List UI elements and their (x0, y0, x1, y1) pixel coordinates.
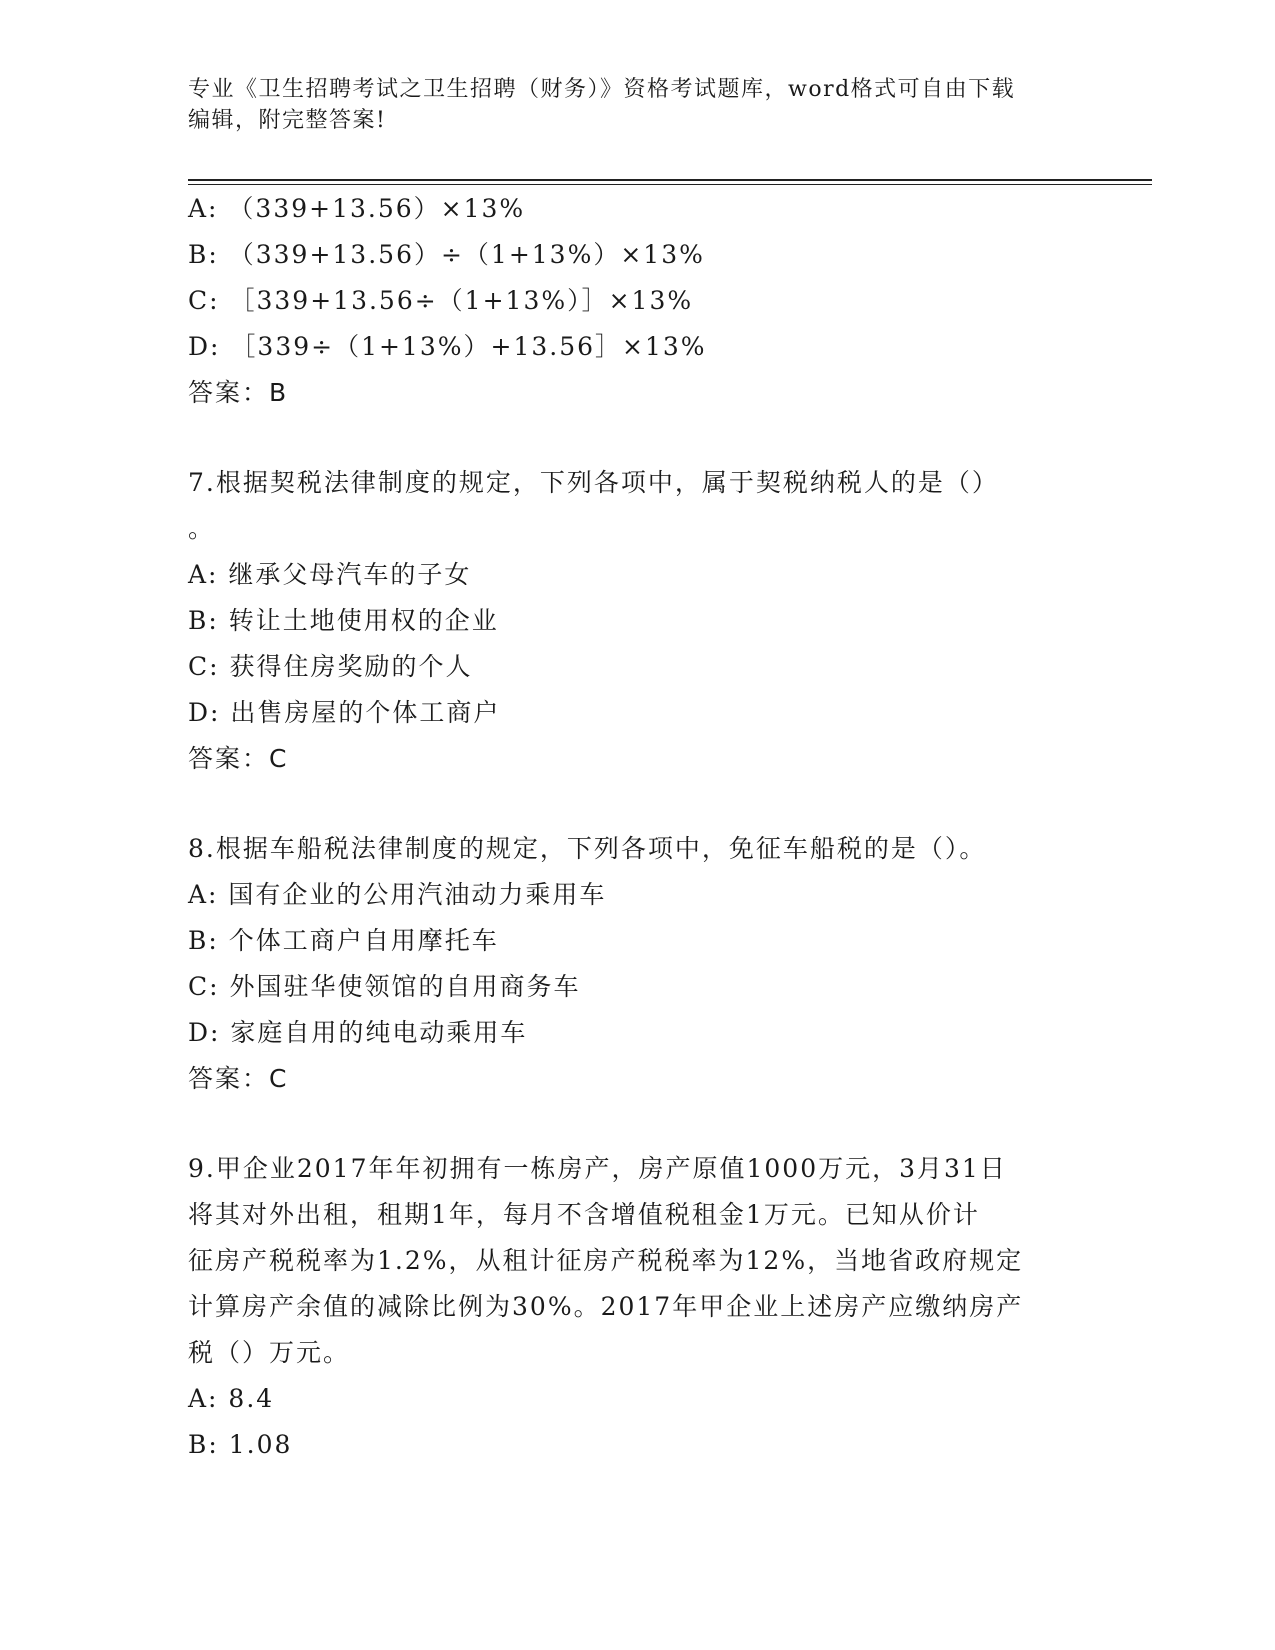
header-line-1: 专业《卫生招聘考试之卫生招聘（财务）》资格考试题库，word格式可自由下载 (188, 77, 1016, 102)
question-stem: 计算房产余值的减除比例为30%。2017年甲企业上述房产应缴纳房产 (188, 1292, 1024, 1321)
question-6 (188, 186, 1068, 416)
option-d: D: 出售房屋的个体工商户 (188, 698, 501, 727)
question-stem: 7.根据契税法律制度的规定，下列各项中，属于契税纳税人的是（） (188, 468, 999, 497)
option-b: B: 个体工商户自用摩托车 (188, 926, 499, 955)
option-c: C: 外国驻华使领馆的自用商务车 (188, 972, 581, 1001)
header-line-2: 编辑，附完整答案! (188, 108, 387, 133)
header-divider-thin (188, 184, 1152, 185)
option-a: A: 继承父母汽车的子女 (188, 560, 472, 589)
option-b: B: 1.08 (188, 1430, 293, 1459)
answer-line: 答案：B (188, 378, 289, 407)
question-stem: 将其对外出租，租期1年，每月不含增值税租金1万元。已知从价计 (188, 1200, 980, 1229)
document-header (188, 74, 1068, 136)
option-a: A: 8.4 (188, 1384, 275, 1413)
answer-line: 答案：C (188, 744, 289, 773)
option-a: A: 国有企业的公用汽油动力乘用车 (188, 880, 607, 909)
question-stem: 8.根据车船税法律制度的规定，下列各项中，免征车船税的是（）。 (188, 834, 987, 863)
header-divider-thick (188, 179, 1152, 181)
spacer (188, 1102, 1068, 1146)
option-c: C: ［339+13.56÷（1+13%）］×13% (188, 286, 694, 315)
question-stem: 税（）万元。 (188, 1338, 351, 1367)
option-d: D: 家庭自用的纯电动乘用车 (188, 1018, 528, 1047)
option-c: C: 获得住房奖励的个人 (188, 652, 473, 681)
option-b: B: 转让土地使用权的企业 (188, 606, 499, 635)
option-a: A: （339+13.56）×13% (188, 194, 526, 223)
question-content (188, 186, 1068, 1468)
answer-line: 答案：C (188, 1064, 289, 1093)
question-7 (188, 460, 1068, 782)
question-stem: 9.甲企业2017年年初拥有一栋房产，房产原值1000万元，3月31日 (188, 1154, 1007, 1183)
question-9 (188, 1146, 1068, 1468)
spacer (188, 782, 1068, 826)
question-stem: 征房产税税率为1.2%，从租计征房产税税率为12%，当地省政府规定 (188, 1246, 1024, 1275)
question-8 (188, 826, 1068, 1102)
spacer (188, 416, 1068, 460)
option-d: D: ［339÷（1+13%）+13.56］×13% (188, 332, 707, 361)
option-b: B: （339+13.56）÷（1+13%）×13% (188, 240, 705, 269)
question-stem: 。 (188, 514, 216, 543)
